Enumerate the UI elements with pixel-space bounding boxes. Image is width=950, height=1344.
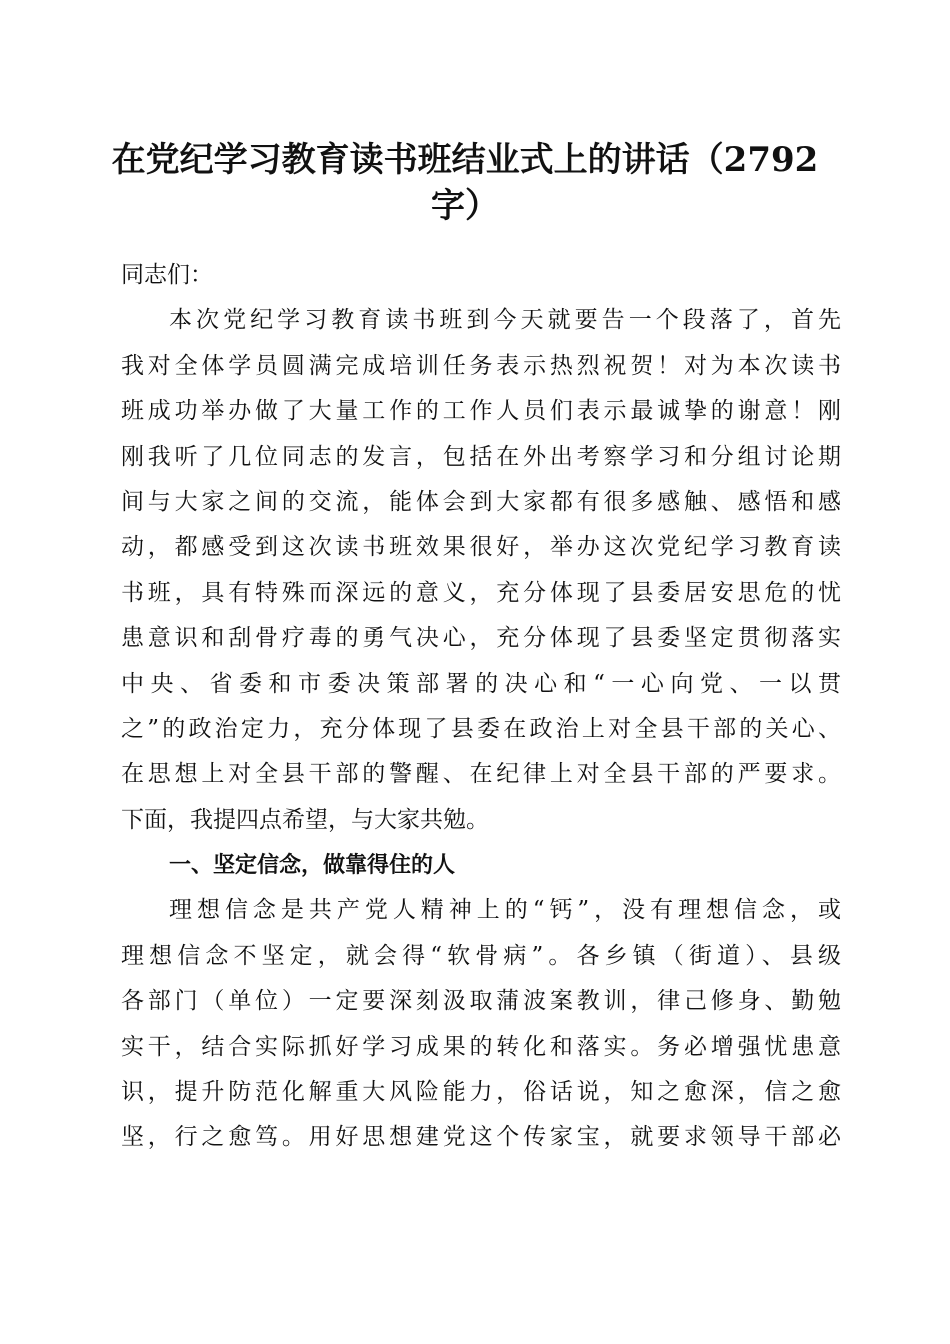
paragraph-line: 本次党纪学习教育读书班到今天就要告一个段落了，首先 [169, 307, 841, 334]
paragraph-line: 刚我听了几位同志的发言，包括在外出考察学习和分组讨论期 [121, 443, 841, 470]
paragraph-line: 理想信念不坚定，就会得“软骨病”。各乡镇（街道）、县级 [121, 942, 841, 969]
paragraph-line: 患意识和刮骨疗毒的勇气决心，充分体现了县委坚定贯彻落实 [121, 625, 841, 652]
paragraph-line: 在思想上对全县干部的警醒、在纪律上对全县干部的严要求。 [121, 761, 841, 788]
paragraph-line: 班成功举办做了大量工作的工作人员们表示最诚挚的谢意！刚 [121, 398, 841, 425]
paragraph-line: 坚，行之愈笃。用好思想建党这个传家宝，就要求领导干部必 [121, 1124, 841, 1151]
document-body [121, 253, 841, 1161]
paragraph-line: 我对全体学员圆满完成培训任务表示热烈祝贺！对为本次读书 [121, 352, 841, 379]
paragraph-line: 之”的政治定力，充分体现了县委在政治上对全县干部的关心、 [121, 715, 841, 742]
title-line-1: 在党纪学习教育读书班结业式上的讲话（2792 [111, 140, 819, 180]
salutation: 同志们： [121, 262, 213, 288]
paragraph-2 [121, 888, 841, 1160]
paragraph-line: 动，都感受到这次读书班效果很好，举办这次党纪学习教育读 [121, 534, 841, 561]
paragraph-line: 下面，我提四点希望，与大家共勉。 [121, 806, 489, 833]
document-title [100, 137, 830, 229]
paragraph-line: 各部门（单位）一定要深刻汲取蒲波案教训，律己修身、勤勉 [121, 988, 841, 1015]
paragraph-line: 理想信念是共产党人精神上的“钙”，没有理想信念，或 [169, 897, 841, 924]
paragraph-line: 中央、省委和市委决策部署的决心和“一心向党、一以贯 [121, 670, 841, 697]
title-line-2: 字） [431, 186, 499, 226]
section-heading-1: 一、坚定信念，做靠得住的人 [169, 853, 456, 879]
paragraph-line: 书班，具有特殊而深远的意义，充分体现了县委居安思危的忧 [121, 579, 841, 606]
paragraph-1 [121, 298, 841, 843]
paragraph-line: 间与大家之间的交流，能体会到大家都有很多感触、感悟和感 [121, 488, 841, 515]
paragraph-line: 识，提升防范化解重大风险能力，俗话说，知之愈深，信之愈 [121, 1079, 841, 1106]
paragraph-line: 实干，结合实际抓好学习成果的转化和落实。务必增强忧患意 [121, 1033, 841, 1060]
